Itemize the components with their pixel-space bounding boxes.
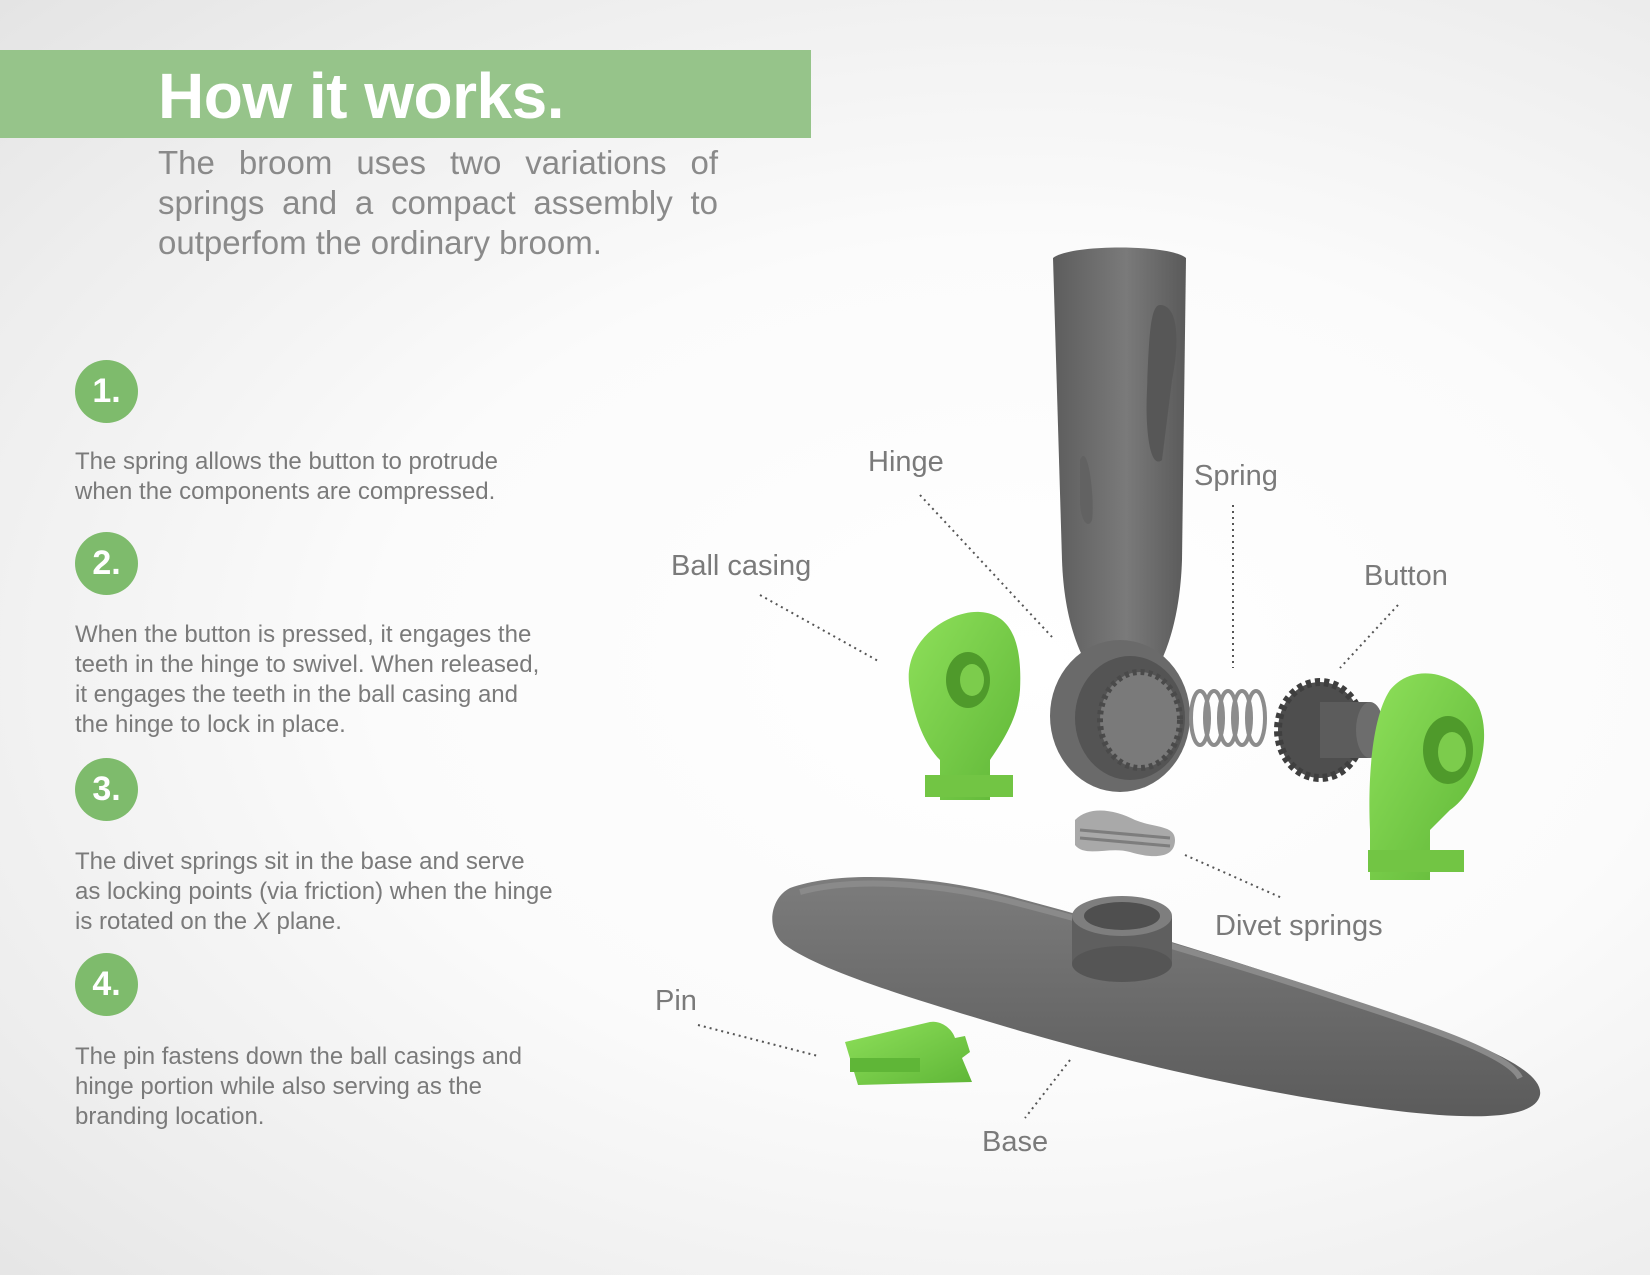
page-title: How it works. (158, 60, 564, 132)
step-description: The spring allows the button to protrude when the components are compressed. (75, 448, 498, 505)
step-number-badge: 3. (75, 758, 138, 821)
step-number-badge: 4. (75, 953, 138, 1016)
ball-casing-label: Ball casing (671, 550, 812, 582)
divet-springs-part (1075, 811, 1175, 857)
step-text-part: The divet springs sit in the base and serve as locking points (via friction) when the hinge is rotated on the (75, 848, 553, 935)
pin-label: Pin (655, 985, 697, 1017)
button-label: Button (1364, 560, 1448, 592)
spring-label: Spring (1194, 460, 1278, 492)
button-leader-line (1340, 605, 1398, 668)
ball-casing-right (1368, 673, 1484, 880)
pin-leader-line (698, 1025, 818, 1056)
page-subtitle: The broom uses two variations of springs and a compact assembly to outperfom the ordinary broom. (158, 144, 718, 261)
ball-casing-leader-line (760, 595, 880, 662)
hinge-label: Hinge (868, 446, 944, 478)
step-description: The pin fastens down the ball casings and hinge portion while also serving as the branding location. (75, 1043, 522, 1130)
divet-springs-label: Divet springs (1215, 910, 1383, 942)
step-number-badge: 2. (75, 532, 138, 595)
axis-label: X (253, 908, 270, 935)
spring-part (1191, 691, 1265, 745)
base-label: Base (982, 1126, 1049, 1158)
hinge-part (1050, 248, 1190, 793)
divet-springs-leader-line (1185, 855, 1282, 898)
base-leader-line (1025, 1060, 1070, 1118)
ball-casing-left (909, 612, 1021, 800)
pin-part (845, 1022, 972, 1085)
button-part (1278, 682, 1384, 778)
step-number-badge: 1. (75, 360, 138, 423)
step-text-part: plane. (269, 908, 342, 935)
step-description: When the button is pressed, it engages the teeth in the hinge to swivel. When released, it engages the teeth in the ball casing and the hinge to lock in place. (75, 621, 540, 738)
